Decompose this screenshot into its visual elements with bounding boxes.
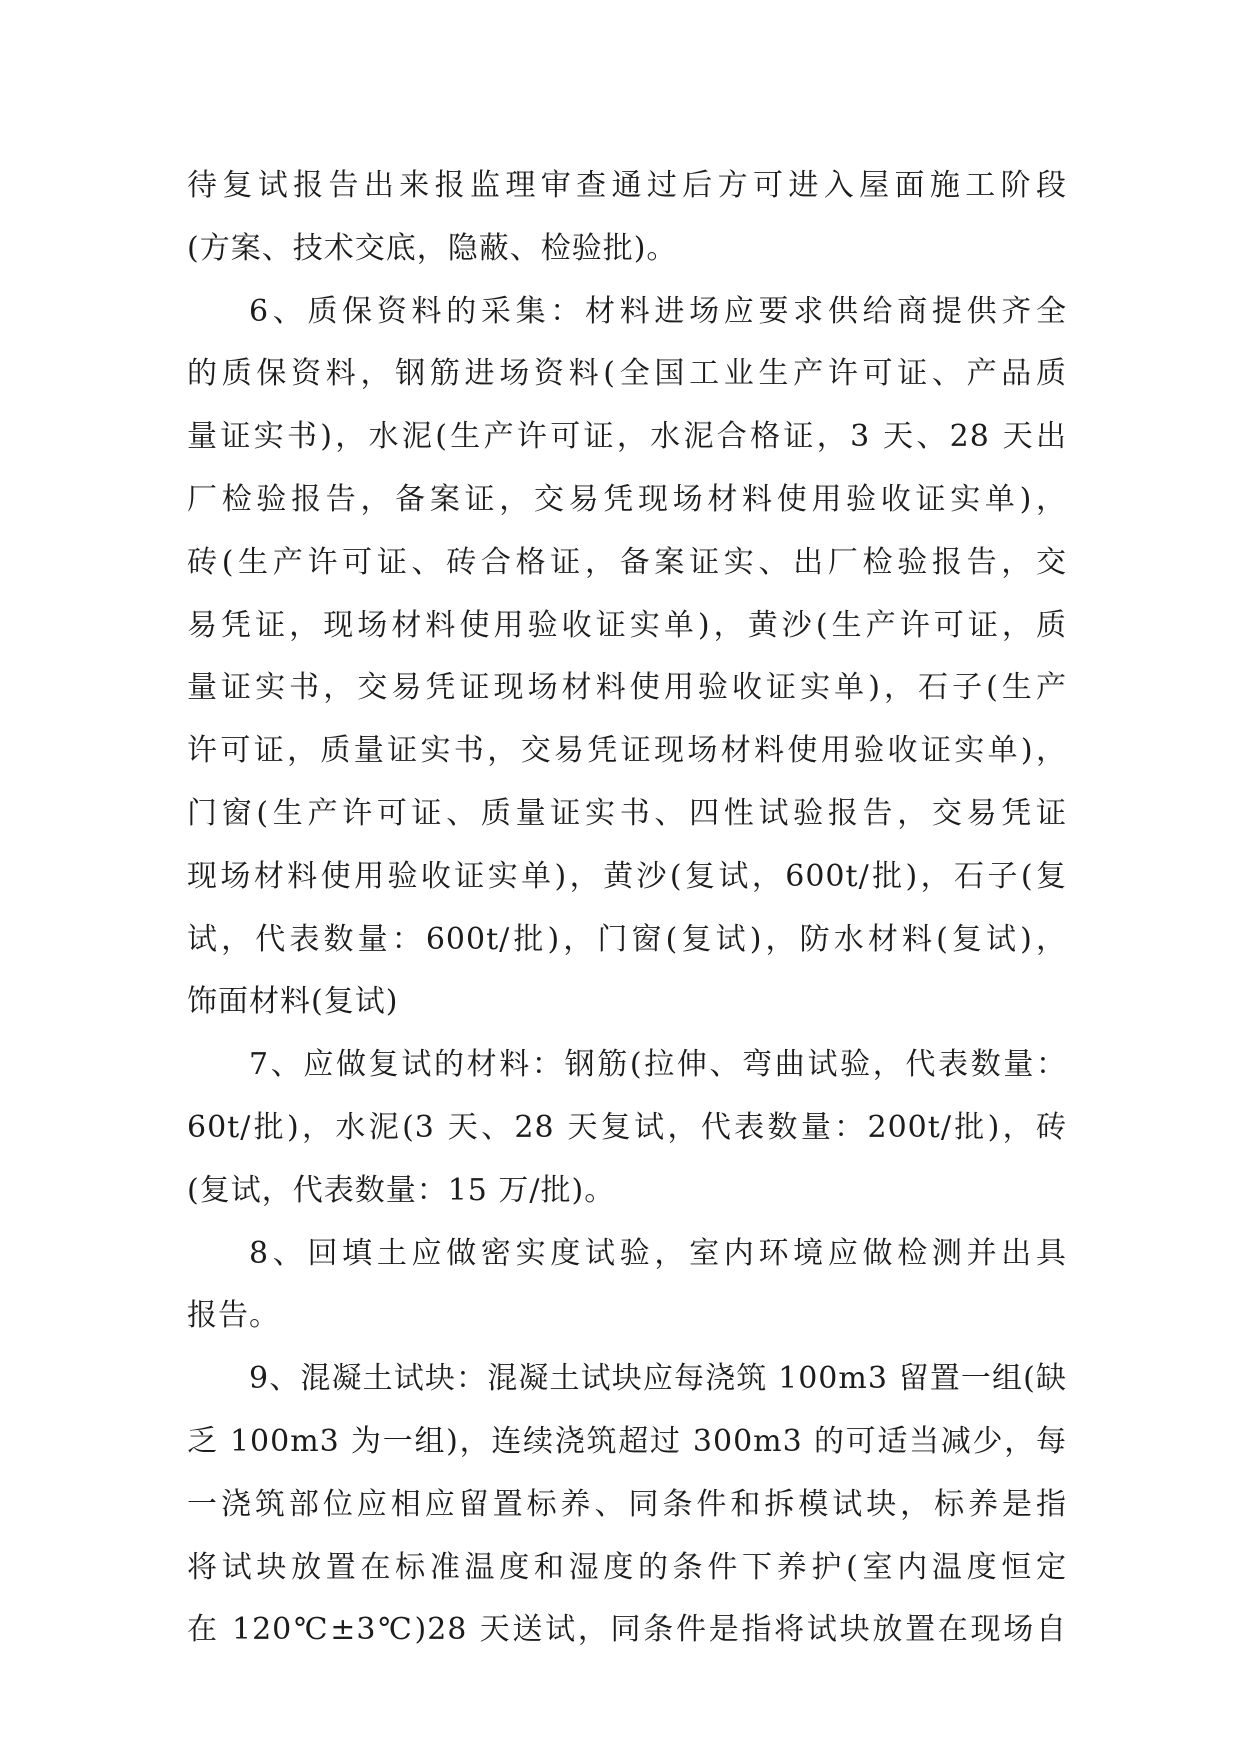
- text-line: 的质保资料，钢筋进场资料(全国工业生产许可证、产品质: [187, 356, 1067, 392]
- text-line: 砖(生产许可证、砖合格证，备案证实、出厂检验报告，交: [187, 544, 1067, 580]
- document-body: [187, 155, 1067, 1662]
- paragraph-start-line: 6、质保资料的采集：材料进场应要求供给商提供齐全: [249, 293, 1067, 329]
- text-line: 一浇筑部位应相应留置标养、同条件和拆模试块，标养是指: [187, 1486, 1067, 1522]
- text-line: 量证实书，交易凭证现场材料使用验收证实单)，石子(生产: [187, 670, 1067, 706]
- text-line: 乏 100m3 为一组)，连续浇筑超过 300m3 的可适当减少，每: [187, 1423, 1067, 1459]
- text-line: 厂检验报告，备案证，交易凭现场材料使用验收证实单)，: [187, 481, 1067, 517]
- text-line: 报告。: [187, 1298, 280, 1334]
- paragraph-start-line: 9、混凝土试块：混凝土试块应每浇筑 100m3 留置一组(缺: [249, 1361, 1067, 1397]
- paragraph-start-line: 8、回填土应做密实度试验，室内环境应做检测并出具: [249, 1235, 1067, 1271]
- text-line: 量证实书)，水泥(生产许可证，水泥合格证，3 天、28 天出: [187, 419, 1067, 455]
- text-line: 在 120℃±3℃)28 天送试，同条件是指将试块放置在现场自: [187, 1612, 1067, 1648]
- text-line: 待复试报告出来报监理审查通过后方可进入屋面施工阶段: [187, 168, 1067, 203]
- text-line: 60t/批)，水泥(3 天、28 天复试，代表数量：200t/批)，砖: [187, 1109, 1067, 1145]
- text-line: (复试，代表数量：15 万/批)。: [187, 1172, 616, 1208]
- text-line: (方案、技术交底，隐蔽、检验批)。: [187, 230, 678, 266]
- text-line: 门窗(生产许可证、质量证实书、四性试验报告，交易凭证: [187, 795, 1067, 831]
- text-line: 试，代表数量：600t/批)，门窗(复试)，防水材料(复试)，: [187, 921, 1067, 957]
- text-line: 现场材料使用验收证实单)，黄沙(复试，600t/批)，石子(复: [187, 858, 1067, 894]
- paragraph-start-line: 7、应做复试的材料：钢筋(拉伸、弯曲试验，代表数量：: [249, 1047, 1067, 1083]
- text-line: 将试块放置在标准温度和湿度的条件下养护(室内温度恒定: [187, 1549, 1067, 1585]
- text-line: 饰面材料(复试): [187, 984, 399, 1020]
- text-line: 许可证，质量证实书，交易凭证现场材料使用验收证实单)，: [187, 733, 1067, 769]
- text-line: 易凭证，现场材料使用验收证实单)，黄沙(生产许可证，质: [187, 607, 1067, 643]
